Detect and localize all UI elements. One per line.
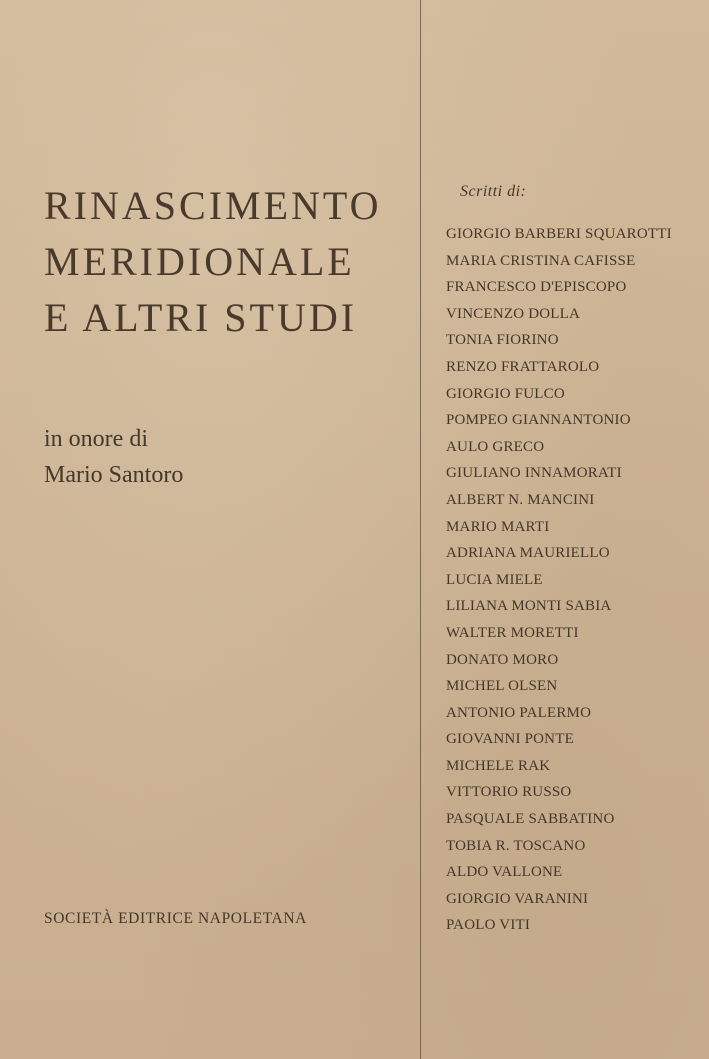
author-name: GIULIANO INNAMORATI (446, 465, 622, 482)
author-name: RENZO FRATTAROLO (446, 358, 600, 375)
author-name: VITTORIO RUSSO (446, 784, 572, 801)
authors-heading: Scritti di: (460, 183, 527, 200)
author-name: GIOVANNI PONTE (446, 731, 574, 748)
dedication-line-1: in onore di (44, 426, 148, 452)
author-name: POMPEO GIANNANTONIO (446, 412, 631, 429)
author-name: ALBERT N. MANCINI (446, 491, 595, 508)
author-name: MARIO MARTI (446, 518, 550, 535)
author-name: ALDO VALLONE (446, 864, 563, 881)
title-line-3: E ALTRI STUDI (44, 295, 358, 340)
publisher-name: SOCIETÀ EDITRICE NAPOLETANA (44, 910, 307, 927)
author-name: GIORGIO VARANINI (446, 890, 589, 907)
author-name: FRANCESCO D'EPISCOPO (446, 279, 627, 296)
title-line-2: MERIDIONALE (44, 239, 355, 284)
spine-fold-line (420, 0, 421, 1059)
author-name: DONATO MORO (446, 651, 559, 668)
author-name: GIORGIO BARBERI SQUAROTTI (446, 226, 672, 242)
author-name: MARIA CRISTINA CAFISSE (446, 252, 636, 269)
author-name: GIORGIO FULCO (446, 385, 565, 402)
author-name: AULO GRECO (446, 438, 545, 455)
book-title (44, 178, 382, 346)
title-line-1: RINASCIMENTO (44, 183, 382, 228)
author-name: ADRIANA MAURIELLO (446, 545, 610, 562)
author-name: TONIA FIORINO (446, 332, 559, 349)
dedication-honoree: Mario Santoro (44, 462, 184, 488)
author-name: ANTONIO PALERMO (446, 704, 592, 721)
author-name: MICHEL OLSEN (446, 678, 558, 695)
author-name: WALTER MORETTI (446, 624, 579, 641)
author-name: VINCENZO DOLLA (446, 305, 581, 322)
author-name: PAOLO VITI (446, 917, 531, 934)
author-name: PASQUALE SABBATINO (446, 811, 615, 828)
authors-list (446, 221, 672, 939)
author-name: LUCIA MIELE (446, 571, 543, 588)
author-name: MICHELE RAK (446, 757, 551, 774)
author-name: LILIANA MONTI SABIA (446, 598, 612, 615)
dedication (44, 421, 183, 493)
author-name: TOBIA R. TOSCANO (446, 837, 586, 854)
